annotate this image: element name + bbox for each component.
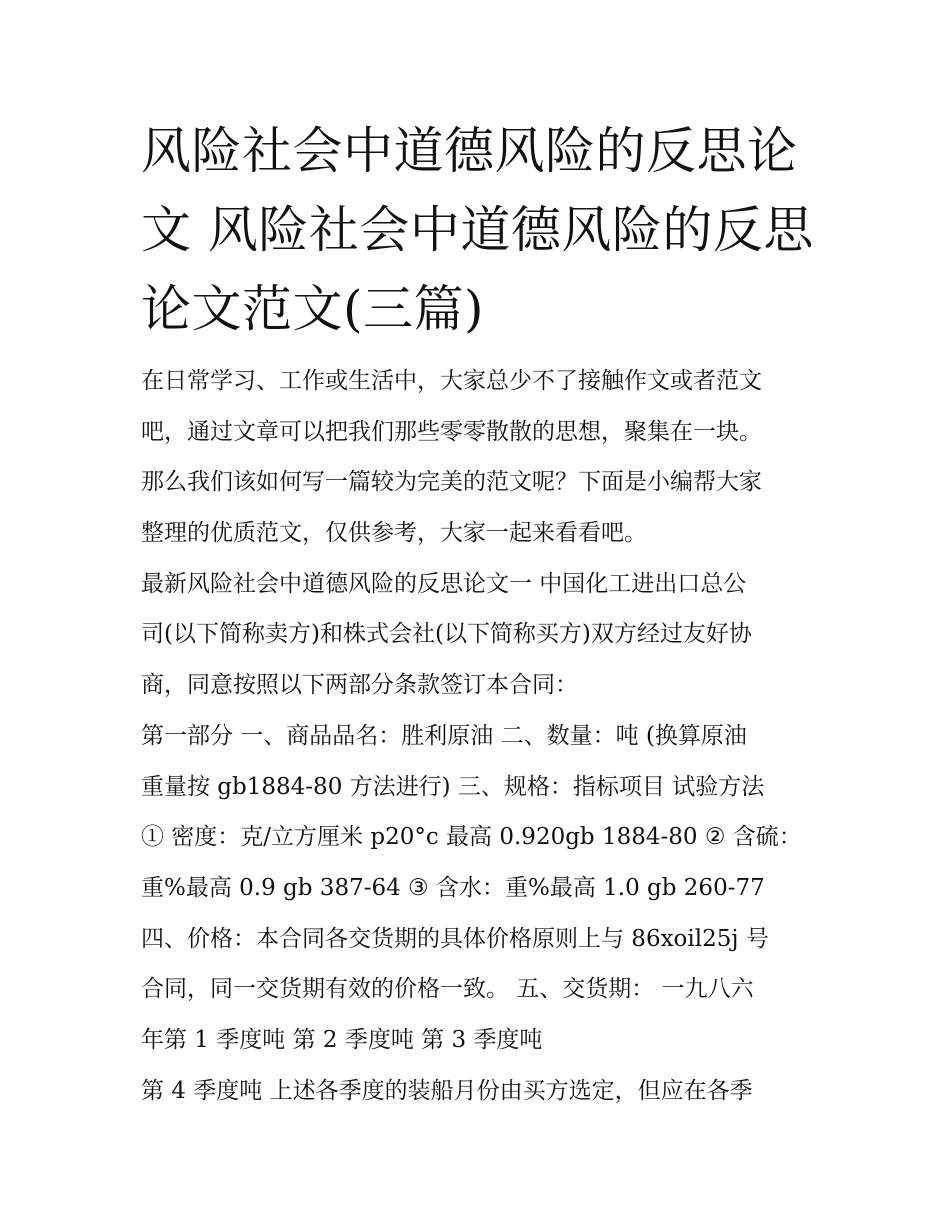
title-line: 风险社会中道德风险的反思论 — [141, 122, 798, 180]
body-line: 整理的优质范文，仅供参考，大家一起来看看吧。 — [141, 520, 647, 547]
body-line: 司(以下简称卖方)和株式会社(以下简称买方)双方经过友好协 — [141, 621, 752, 648]
body-line: 最新风险社会中道德风险的反思论文一 中国化工进出口总公 — [141, 570, 747, 597]
body-line: 吧，通过文章可以把我们那些零零散散的思想，聚集在一块。 — [141, 418, 762, 445]
body-line: 商，同意按照以下两部分条款签订本合同： — [141, 672, 578, 699]
body-line: 重%最高 0.9 gb 387-64 ③ 含水：重%最高 1.0 gb 260-77 — [141, 874, 765, 901]
title-line: 文 风险社会中道德风险的反思 — [141, 201, 814, 259]
body-line: 四、价格：本合同各交货期的具体价格原则上与 86xoil25j 号 — [141, 925, 769, 952]
body-line: ① 密度：克/立方厘米 p20°c 最高 0.920gb 1884-80 ② 含硫： — [141, 824, 802, 851]
body-line: 合同，同一交货期有效的价格一致。 五、交货期： 一九八六 — [141, 976, 754, 1003]
document-title — [141, 112, 821, 349]
body-line: 重量按 gb1884-80 方法进行) 三、规格：指标项目 试验方法 — [141, 773, 765, 800]
body-line: 在日常学习、工作或生活中，大家总少不了接触作文或者范文 — [141, 368, 762, 394]
body-line: 第一部分 一、商品品名：胜利原油 二、数量：吨 (换算原油 — [141, 722, 747, 749]
document-body — [141, 356, 821, 1116]
body-line: 那么我们该如何写一篇较为完美的范文呢？下面是小编帮大家 — [141, 469, 762, 496]
body-line: 年第 1 季度吨 第 2 季度吨 第 3 季度吨 — [141, 1026, 543, 1053]
body-line: 第 4 季度吨 上述各季度的装船月份由买方选定，但应在各季 — [141, 1077, 753, 1104]
title-line: 论文范文(三篇) — [141, 280, 485, 338]
